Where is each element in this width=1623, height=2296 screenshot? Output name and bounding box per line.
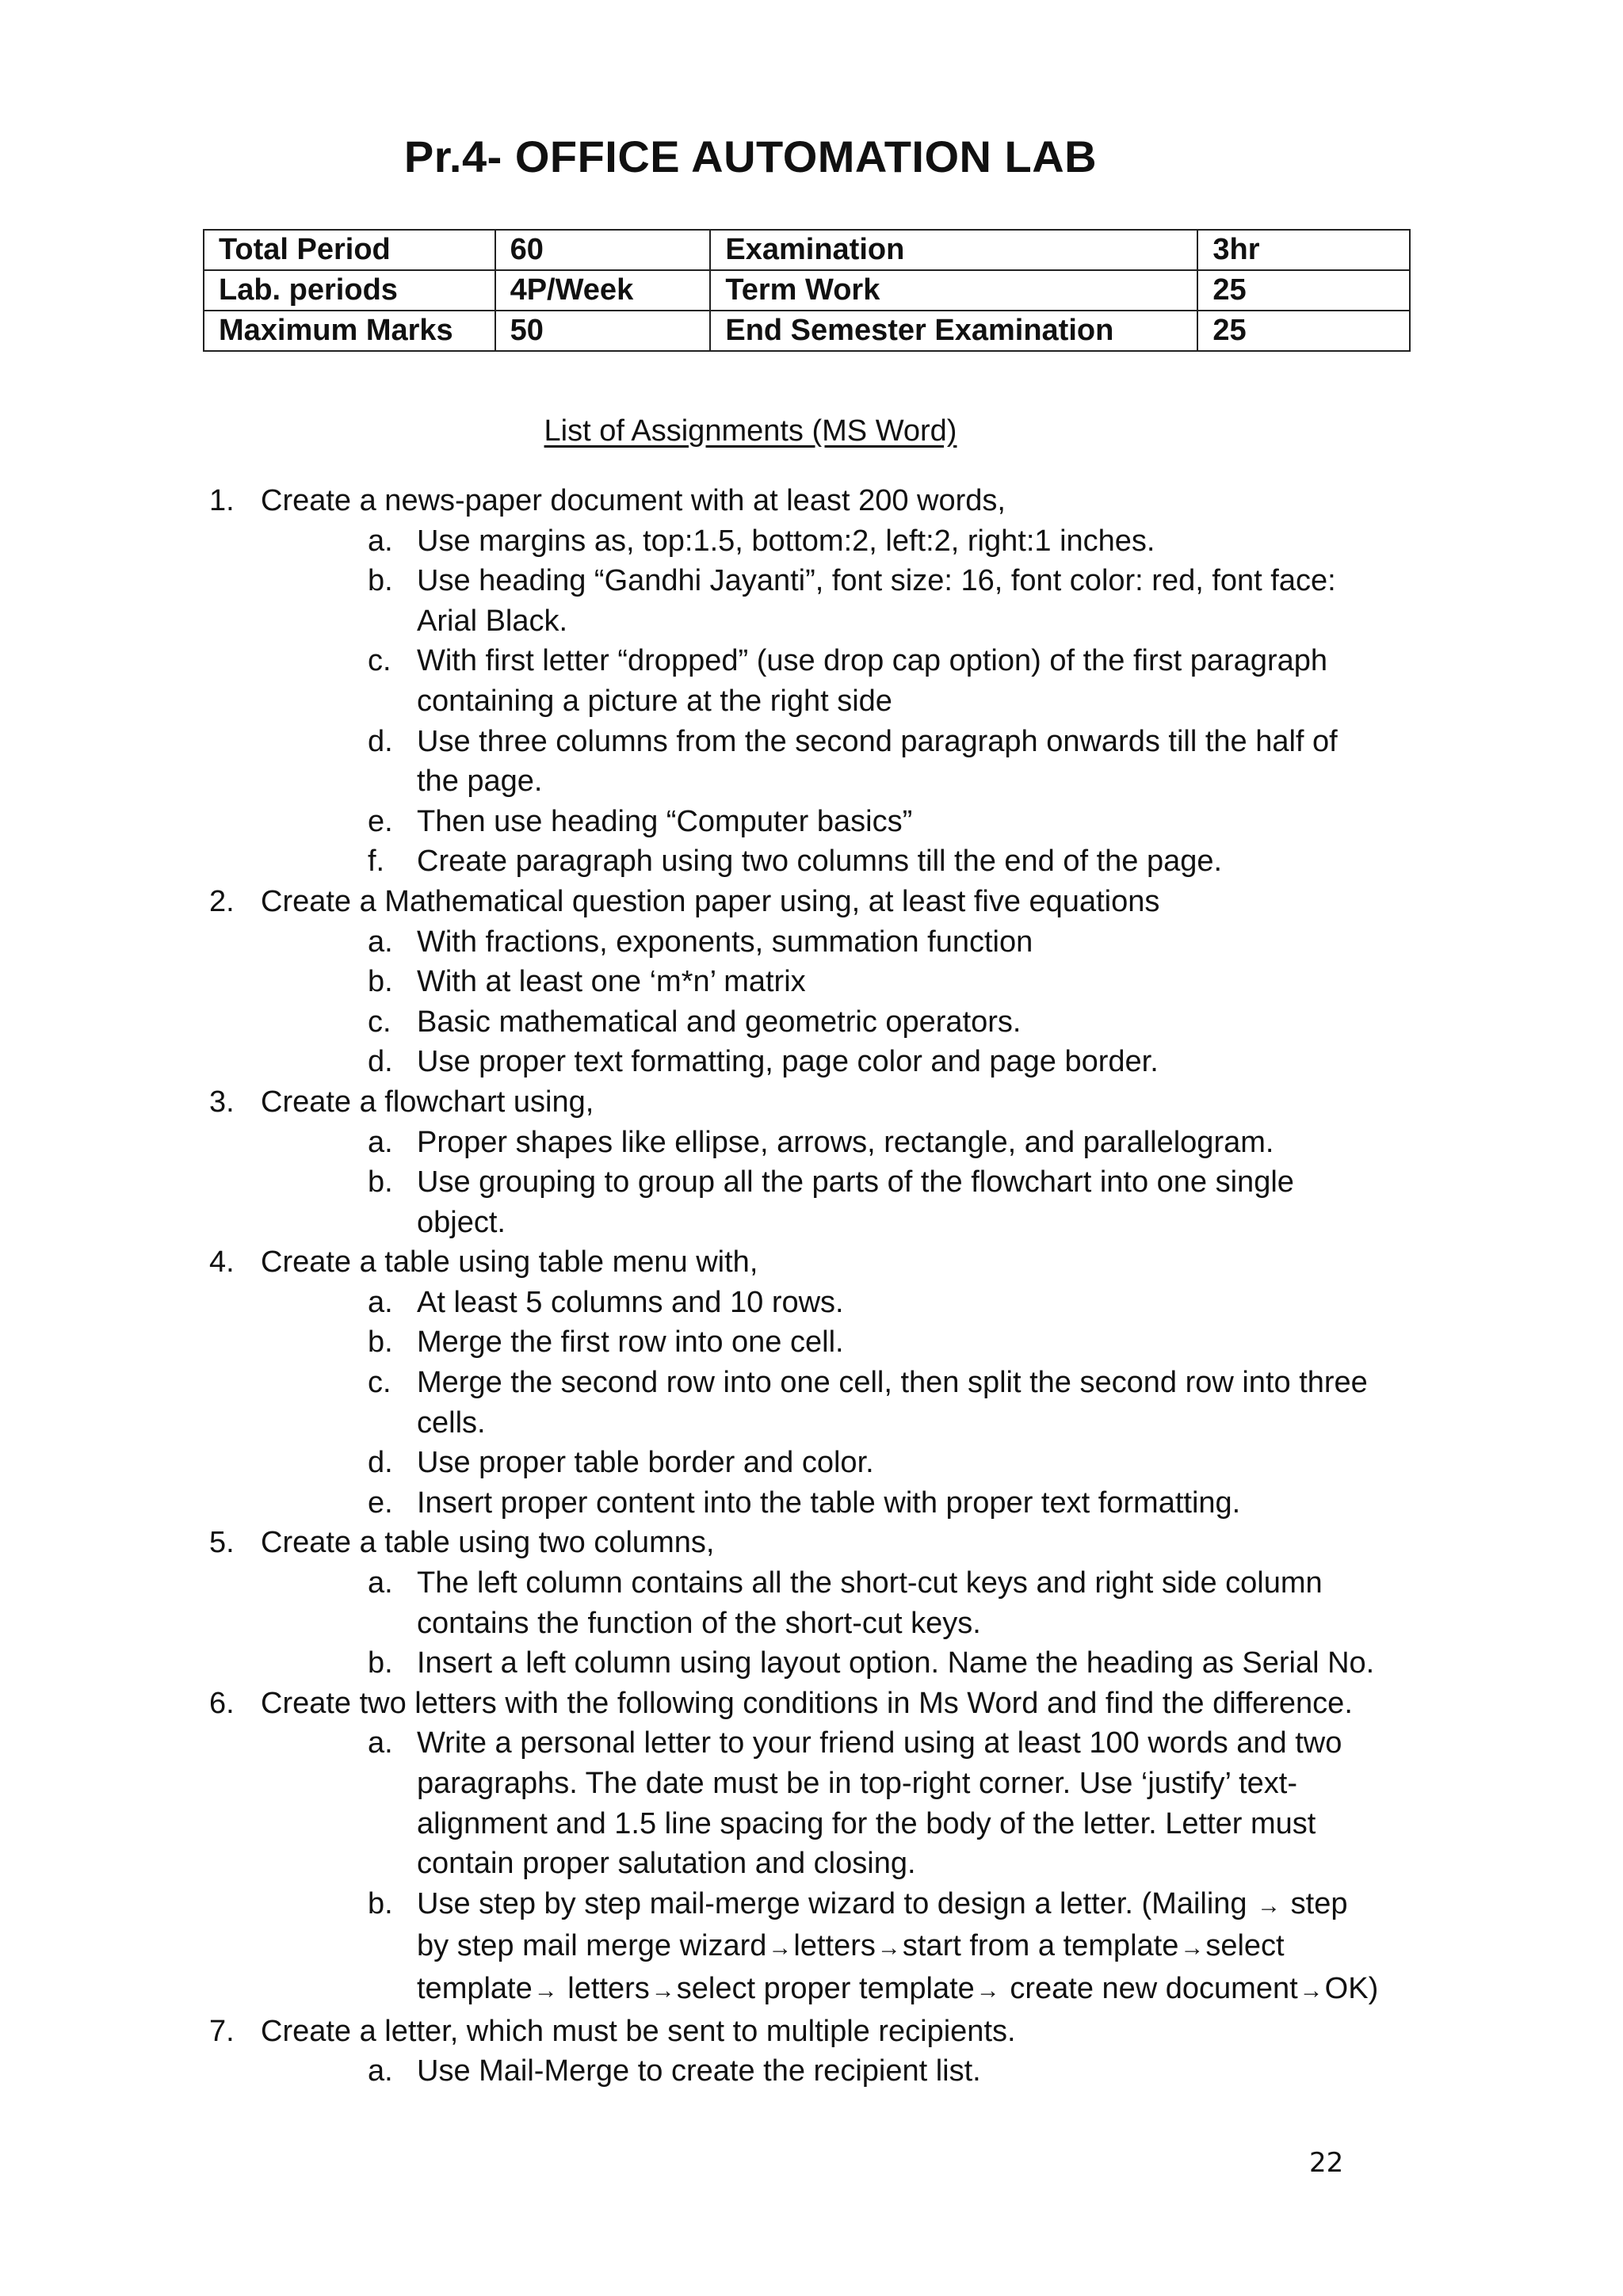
arrow-right-icon: → bbox=[651, 1977, 675, 2004]
sub-item bbox=[261, 922, 1384, 963]
list-item bbox=[203, 1684, 1384, 2012]
table-row bbox=[204, 311, 1410, 351]
sub-item bbox=[261, 962, 1384, 1002]
sub-item-text: Merge the first row into one cell. bbox=[417, 1325, 844, 1360]
sub-item-text: At least 5 columns and 10 rows. bbox=[417, 1285, 844, 1319]
table-cell: Total Period bbox=[204, 230, 495, 270]
sub-item bbox=[261, 1123, 1384, 1163]
list-item-number: 3. bbox=[209, 1085, 235, 1119]
sub-item-text: Use heading “Gandhi Jayanti”, font size: 16, font color: red, font face: Arial Black. bbox=[417, 564, 1336, 638]
sub-item-letter: a. bbox=[368, 1125, 393, 1159]
sub-item-list bbox=[261, 1563, 1384, 1684]
sub-item-letter: e. bbox=[368, 804, 393, 838]
sub-item bbox=[261, 1443, 1384, 1483]
sub-item-letter: b. bbox=[368, 1646, 393, 1680]
arrow-right-icon: → bbox=[976, 1977, 1000, 2004]
sub-item bbox=[261, 641, 1384, 721]
sub-item bbox=[261, 1643, 1384, 1684]
sub-item bbox=[261, 1563, 1384, 1643]
sub-item bbox=[261, 1002, 1384, 1043]
list-item-number: 7. bbox=[209, 2014, 235, 2048]
sub-item-text: step by step mail merge wizard bbox=[417, 1886, 1348, 1963]
sub-item-list bbox=[261, 1283, 1384, 1524]
sub-item-text: Create paragraph using two columns till the end of the page. bbox=[417, 845, 1223, 879]
table-cell: 60 bbox=[495, 230, 711, 270]
sub-item bbox=[261, 1322, 1384, 1363]
sub-item-letter: a. bbox=[368, 1285, 393, 1319]
sub-item-text: start from a template bbox=[902, 1929, 1179, 1963]
arrow-right-icon: → bbox=[533, 1977, 558, 2004]
sub-item-letter: a. bbox=[368, 2054, 393, 2088]
sub-item bbox=[261, 1283, 1384, 1323]
sub-item-letter: a. bbox=[368, 524, 393, 558]
table-cell: 50 bbox=[495, 311, 711, 351]
sub-item-letter: d. bbox=[368, 724, 393, 758]
sub-item-letter: c. bbox=[368, 1366, 391, 1400]
sub-item-text: Proper shapes like ellipse, arrows, rectangle, and parallelogram. bbox=[417, 1125, 1274, 1159]
list-item-number: 1. bbox=[209, 484, 235, 517]
arrow-right-icon: → bbox=[768, 1935, 792, 1962]
sub-item-letter: e. bbox=[368, 1486, 393, 1520]
sub-item-text: Insert a left column using layout option. Name the heading as Serial No. bbox=[417, 1646, 1375, 1680]
table-cell: Maximum Marks bbox=[204, 311, 495, 351]
course-info-table bbox=[203, 229, 1411, 352]
table-row bbox=[204, 270, 1410, 311]
sub-item-list bbox=[261, 2051, 1384, 2092]
list-item-text: Create a letter, which must be sent to multiple recipients. bbox=[261, 2014, 1016, 2048]
sub-item bbox=[261, 1723, 1384, 1883]
sub-item-letter: a. bbox=[368, 1726, 393, 1760]
sub-item bbox=[261, 1042, 1384, 1082]
sub-item-letter: d. bbox=[368, 1446, 393, 1480]
sub-item-text: Write a personal letter to your friend using at least 100 words and two paragraphs. The date must be in top-right corner. Use ‘justify’ text-alignment and 1.5 line spacing for the body of the letter. Letter must contain proper salutation and closing. bbox=[417, 1726, 1342, 1881]
sub-item-text: With fractions, exponents, summation function bbox=[417, 925, 1033, 959]
table-cell: Term Work bbox=[710, 270, 1197, 311]
sub-item-text: select proper template bbox=[676, 1971, 975, 2005]
assignment-list bbox=[203, 481, 1384, 2092]
sub-item-list bbox=[261, 1723, 1384, 2011]
table-cell: 3hr bbox=[1197, 230, 1410, 270]
sub-item-text: Then use heading “Computer basics” bbox=[417, 804, 913, 838]
sub-item-text: Use Mail-Merge to create the recipient list. bbox=[417, 2054, 981, 2088]
arrow-right-icon: → bbox=[1257, 1892, 1281, 1919]
list-item-text: Create a Mathematical question paper using, at least five equations bbox=[261, 884, 1160, 918]
sub-item bbox=[261, 1363, 1384, 1443]
list-item bbox=[203, 2012, 1384, 2092]
sub-item-text: letters bbox=[559, 1971, 650, 2005]
table-row bbox=[204, 230, 1410, 270]
arrow-right-icon: → bbox=[876, 1935, 901, 1962]
sub-item-text: The left column contains all the short-cut keys and right side column contains the function of the short-cut keys. bbox=[417, 1566, 1323, 1640]
sub-item bbox=[261, 2051, 1384, 2092]
table-cell: Examination bbox=[710, 230, 1197, 270]
sub-item-list bbox=[261, 922, 1384, 1082]
list-item-number: 6. bbox=[209, 1686, 235, 1720]
section-heading: List of Assignments (MS Word) bbox=[544, 414, 957, 448]
arrow-right-icon: → bbox=[1299, 1977, 1323, 2004]
page-number: 22 bbox=[1309, 2147, 1344, 2179]
sub-item bbox=[261, 802, 1384, 842]
sub-item-text: create new document bbox=[1001, 1971, 1298, 2005]
list-item-text: Create a flowchart using, bbox=[261, 1085, 594, 1119]
table-cell: End Semester Examination bbox=[710, 311, 1197, 351]
sub-item bbox=[261, 1483, 1384, 1524]
sub-item-text: Use margins as, top:1.5, bottom:2, left:2, right:1 inches. bbox=[417, 524, 1155, 558]
sub-item-letter: c. bbox=[368, 644, 391, 678]
sub-item-text: Use grouping to group all the parts of the flowchart into one single object. bbox=[417, 1165, 1294, 1239]
sub-item-text: Use three columns from the second paragraph onwards till the half of the page. bbox=[417, 724, 1338, 799]
list-item-number: 5. bbox=[209, 1526, 235, 1560]
list-item bbox=[203, 1082, 1384, 1242]
sub-item-text: Merge the second row into one cell, then split the second row into three cells. bbox=[417, 1366, 1368, 1440]
list-item bbox=[203, 882, 1384, 1082]
sub-item-letter: b. bbox=[368, 1325, 393, 1360]
sub-item-letter: b. bbox=[368, 1165, 393, 1199]
sub-item-text: Use proper table border and color. bbox=[417, 1446, 874, 1480]
table-cell: 4P/Week bbox=[495, 270, 711, 311]
sub-item bbox=[261, 841, 1384, 882]
list-item-number: 2. bbox=[209, 884, 235, 918]
arrow-right-icon: → bbox=[1180, 1935, 1205, 1962]
sub-item-list bbox=[261, 521, 1384, 882]
sub-item-text: select template bbox=[417, 1929, 1285, 2005]
sub-item-letter: f. bbox=[368, 845, 385, 879]
sub-item-letter: b. bbox=[368, 1886, 393, 1920]
sub-item-text: OK) bbox=[1324, 1971, 1379, 2005]
list-item-text: Create two letters with the following conditions in Ms Word and find the difference. bbox=[261, 1686, 1353, 1720]
sub-item-letter: b. bbox=[368, 965, 393, 999]
sub-item bbox=[261, 561, 1384, 641]
sub-item-letter: a. bbox=[368, 1566, 393, 1600]
sub-item bbox=[261, 521, 1384, 562]
sub-item-text: With at least one ‘m*n’ matrix bbox=[417, 965, 806, 999]
list-item bbox=[203, 1242, 1384, 1523]
sub-item-letter: a. bbox=[368, 925, 393, 959]
sub-item-list bbox=[261, 1123, 1384, 1243]
list-item-text: Create a news-paper document with at least 200 words, bbox=[261, 484, 1006, 517]
sub-item-text: Basic mathematical and geometric operators. bbox=[417, 1005, 1022, 1039]
sub-item bbox=[261, 722, 1384, 802]
list-item-text: Create a table using two columns, bbox=[261, 1526, 715, 1560]
table-cell: Lab. periods bbox=[204, 270, 495, 311]
sub-item-text: With first letter “dropped” (use drop cap option) of the first paragraph containing a picture at the right side bbox=[417, 644, 1327, 718]
sub-item bbox=[261, 1162, 1384, 1242]
sub-item bbox=[261, 1884, 1384, 2012]
sub-item-text: Use proper text formatting, page color and page border. bbox=[417, 1045, 1159, 1079]
page-title: Pr.4- OFFICE AUTOMATION LAB bbox=[403, 132, 1098, 181]
sub-item-letter: b. bbox=[368, 564, 393, 598]
sub-item-text: Insert proper content into the table with proper text formatting. bbox=[417, 1486, 1241, 1520]
table-cell: 25 bbox=[1197, 311, 1410, 351]
sub-item-text: letters bbox=[793, 1929, 876, 1963]
sub-item-letter: d. bbox=[368, 1045, 393, 1079]
list-item-text: Create a table using table menu with, bbox=[261, 1245, 758, 1280]
table-cell: 25 bbox=[1197, 270, 1410, 311]
list-item-number: 4. bbox=[209, 1245, 235, 1280]
list-item bbox=[203, 1523, 1384, 1683]
sub-item-text: Use step by step mail-merge wizard to design a letter. (Mailing bbox=[417, 1886, 1256, 1920]
sub-item-letter: c. bbox=[368, 1005, 391, 1039]
list-item bbox=[203, 481, 1384, 882]
